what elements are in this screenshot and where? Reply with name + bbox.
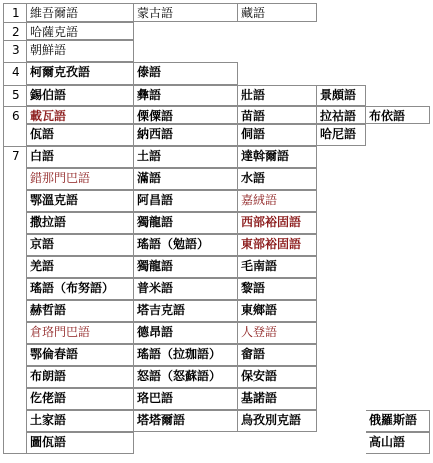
language-cell: 人登語 bbox=[238, 322, 317, 344]
language-cell: 土語 bbox=[134, 146, 238, 168]
language-cell: 畲語 bbox=[238, 344, 317, 366]
language-cell: 阿昌語 bbox=[134, 190, 238, 212]
language-cell: 西部裕固語 bbox=[238, 212, 317, 234]
language-cell: 納西語 bbox=[134, 124, 238, 146]
language-cell: 朝鮮語 bbox=[27, 40, 134, 62]
language-cell: 哈薩克語 bbox=[27, 22, 134, 40]
language-cell: 保安語 bbox=[238, 366, 317, 388]
language-cell: 土家語 bbox=[27, 410, 134, 432]
tier-number: 6 bbox=[3, 106, 27, 146]
language-cell: 普米語 bbox=[134, 278, 238, 300]
language-cell: 佤語 bbox=[27, 124, 134, 146]
language-cell: 瑤語（勉語） bbox=[134, 234, 238, 256]
language-cell: 鄂倫春語 bbox=[27, 344, 134, 366]
language-cell: 德昂語 bbox=[134, 322, 238, 344]
language-cell: 哈尼語 bbox=[317, 124, 366, 146]
language-cell: 基諾語 bbox=[238, 388, 317, 410]
tier-number: 5 bbox=[3, 85, 27, 106]
language-cell: 拉祜語 bbox=[317, 106, 366, 124]
language-cell: 白語 bbox=[27, 146, 134, 168]
language-cell: 傣語 bbox=[134, 62, 238, 85]
language-cell: 柯爾克孜語 bbox=[27, 62, 134, 85]
language-cell: 水語 bbox=[238, 168, 317, 190]
language-cell: 彝語 bbox=[134, 85, 238, 106]
language-cell: 仡佬語 bbox=[27, 388, 134, 410]
language-cell: 鄂溫克語 bbox=[27, 190, 134, 212]
tier-number: 4 bbox=[3, 62, 27, 85]
language-cell: 瑤語（拉珈語） bbox=[134, 344, 238, 366]
language-cell: 達斡爾語 bbox=[238, 146, 317, 168]
language-cell: 烏孜別克語 bbox=[238, 410, 317, 432]
language-cell: 布朗語 bbox=[27, 366, 134, 388]
language-cell: 傈僳語 bbox=[134, 106, 238, 124]
language-cell: 怒語（怒蘇語） bbox=[134, 366, 238, 388]
language-cell: 壯語 bbox=[238, 85, 317, 106]
language-cell: 高山語 bbox=[366, 432, 430, 454]
language-cell: 黎語 bbox=[238, 278, 317, 300]
language-cell: 倉珞門巴語 bbox=[27, 322, 134, 344]
language-cell: 滿語 bbox=[134, 168, 238, 190]
language-cell: 嘉絨語 bbox=[238, 190, 317, 212]
language-cell: 撒拉語 bbox=[27, 212, 134, 234]
language-cell: 藏語 bbox=[238, 3, 317, 22]
language-cell: 羌語 bbox=[27, 256, 134, 278]
language-cell: 珞巴語 bbox=[134, 388, 238, 410]
tier-number: 7 bbox=[3, 146, 27, 454]
language-cell: 毛南語 bbox=[238, 256, 317, 278]
tier-number: 2 bbox=[3, 22, 27, 40]
language-cell: 侗語 bbox=[238, 124, 317, 146]
language-cell: 蒙古語 bbox=[134, 3, 238, 22]
language-cell: 瑤語（布努語） bbox=[27, 278, 134, 300]
language-cell: 苗語 bbox=[238, 106, 317, 124]
language-cell: 維吾爾語 bbox=[27, 3, 134, 22]
language-cell: 錯那門巴語 bbox=[27, 168, 134, 190]
language-cell: 東鄉語 bbox=[238, 300, 317, 322]
language-cell: 景頗語 bbox=[317, 85, 366, 106]
language-cell: 赫哲語 bbox=[27, 300, 134, 322]
language-cell: 俄羅斯語 bbox=[366, 410, 430, 432]
language-cell: 獨龍語 bbox=[134, 212, 238, 234]
language-cell: 塔吉克語 bbox=[134, 300, 238, 322]
tier-number: 1 bbox=[3, 3, 27, 22]
language-cell: 錫伯語 bbox=[27, 85, 134, 106]
language-cell: 圖佤語 bbox=[27, 432, 134, 454]
tier-number: 3 bbox=[3, 40, 27, 62]
language-cell: 布依語 bbox=[366, 106, 430, 124]
language-cell: 塔塔爾語 bbox=[134, 410, 238, 432]
language-cell: 載瓦語 bbox=[27, 106, 134, 124]
language-cell: 獨龍語 bbox=[134, 256, 238, 278]
language-cell: 東部裕固語 bbox=[238, 234, 317, 256]
language-cell: 京語 bbox=[27, 234, 134, 256]
